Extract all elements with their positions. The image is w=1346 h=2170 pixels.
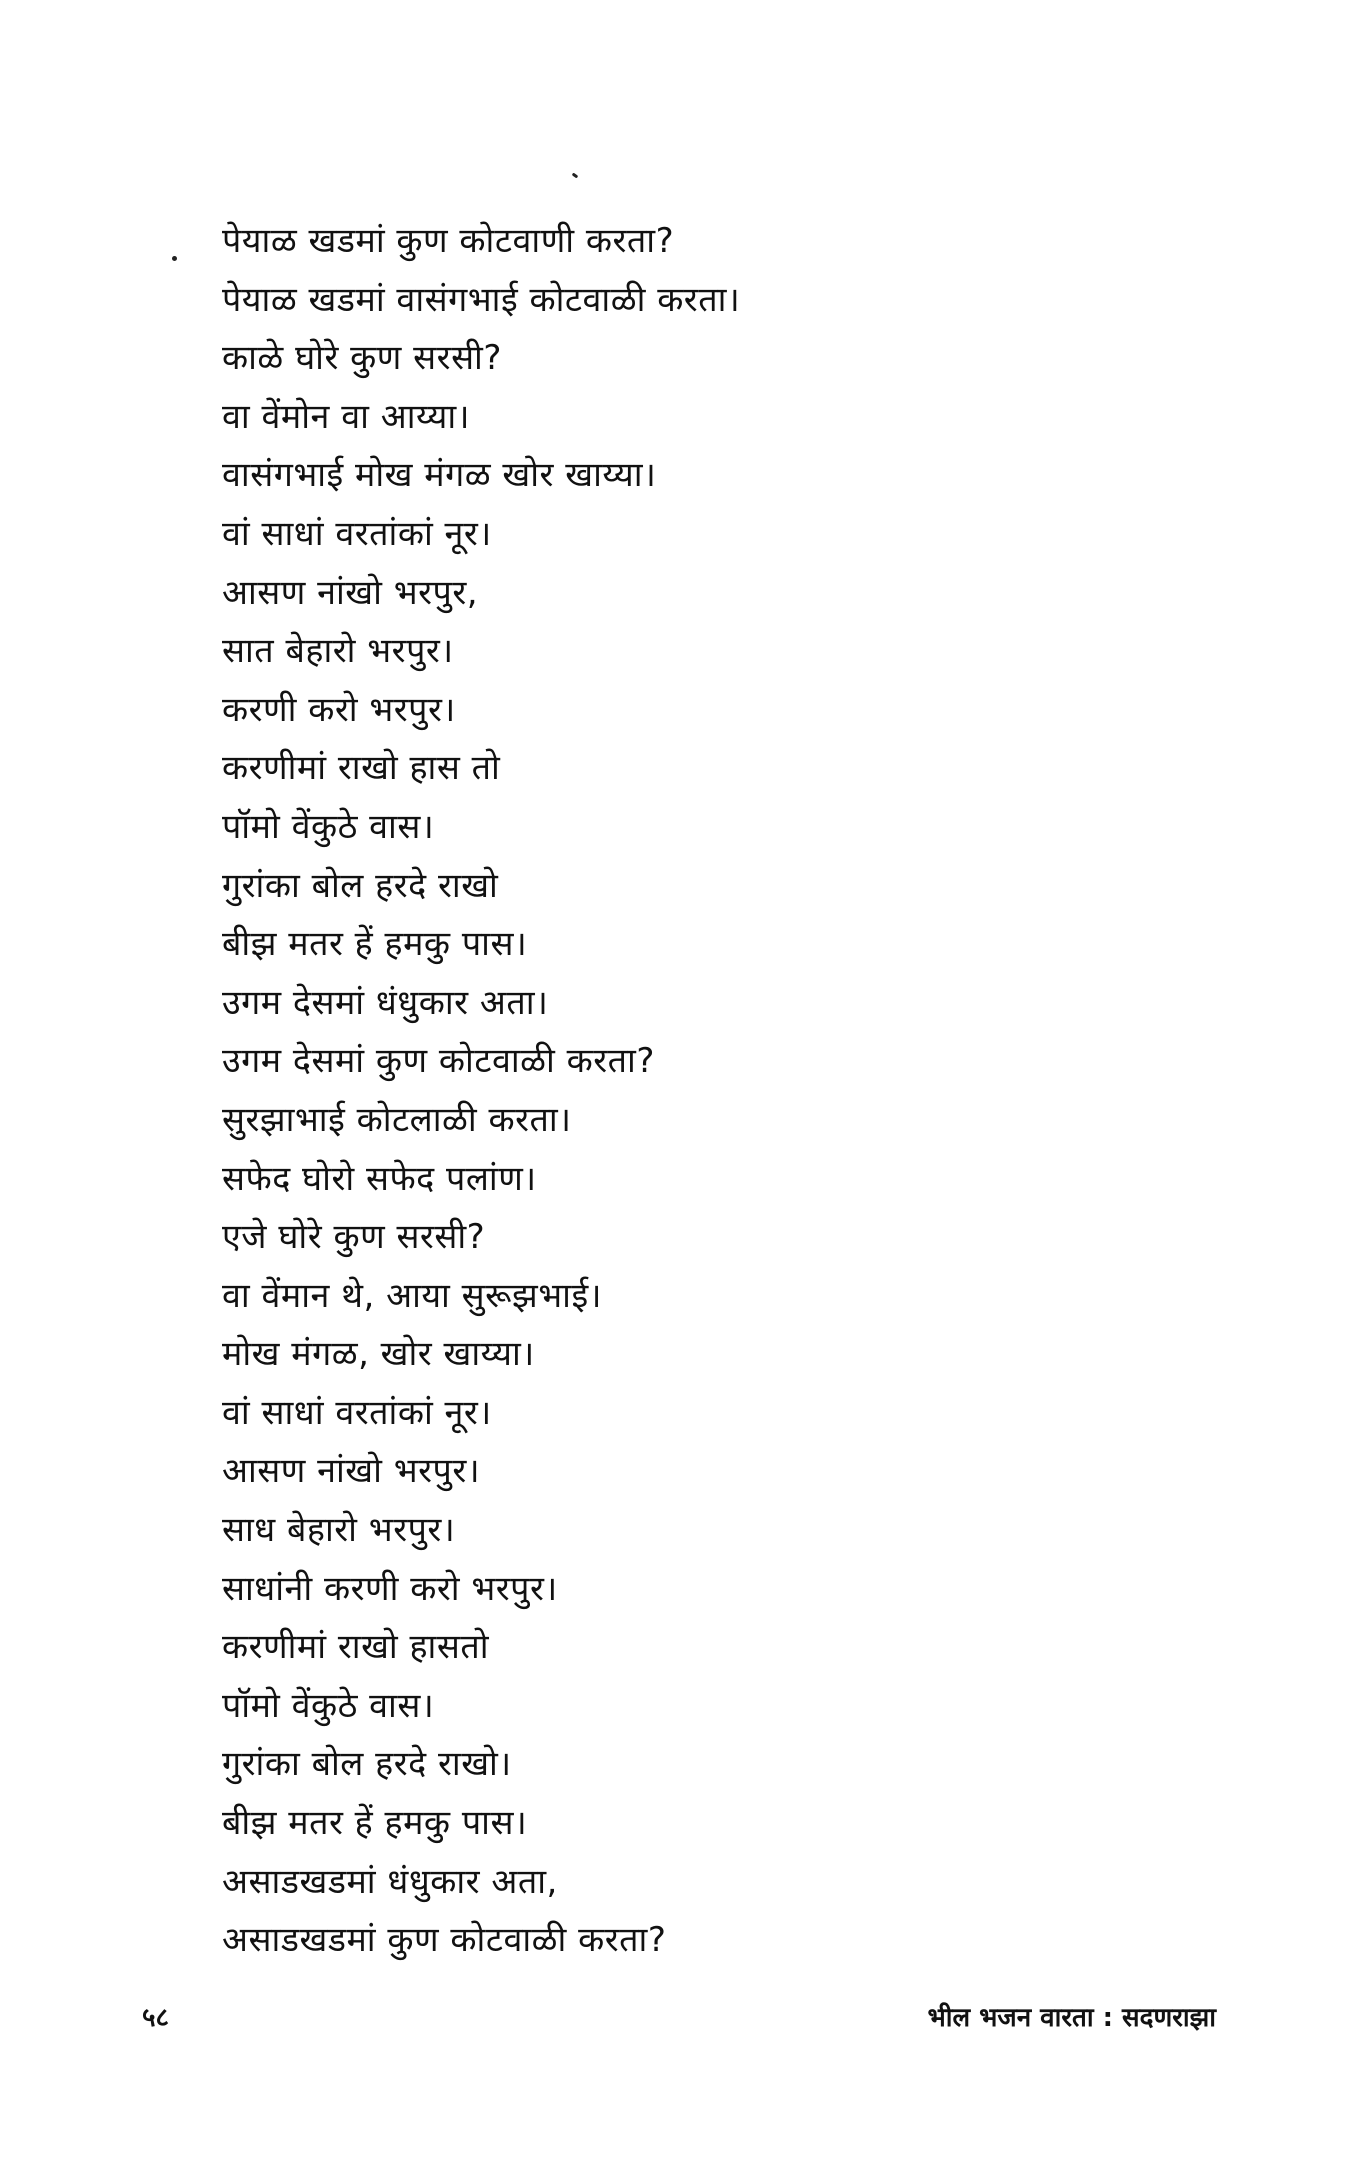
poem-line: एजे घोरे कुण सरसी?: [222, 1217, 486, 1258]
stray-ink-dot: [172, 256, 177, 261]
poem-line: सफेद घोरो सफेद पलांण।: [222, 1158, 537, 1199]
poem-line: उगम देसमां धंधुकार अता।: [222, 982, 549, 1023]
poem-line: सुरझाभाई कोटलाळी करता।: [222, 1099, 572, 1140]
poem-line: करणीमां राखो हासतो: [222, 1627, 490, 1668]
poem-line: साध बेहारो भरपुर।: [222, 1510, 456, 1551]
poem-line: आसण नांखो भरपुर।: [222, 1451, 481, 1492]
poem-line: असाडखडमां कुण कोटवाळी करता?: [222, 1920, 667, 1961]
page-footer: [0, 1998, 1346, 2038]
poem-line: पेयाळ खडमां कुण कोटवाणी करता?: [222, 221, 675, 261]
running-title: भील भजन वारता : सदणराझा: [927, 2003, 1216, 2033]
poem-line: पॉमो वेंकुठे वास।: [222, 1685, 435, 1726]
poem-line: वा वेंमोन वा आय्या।: [222, 396, 471, 437]
poem-line: साधांनी करणी करो भरपुर।: [222, 1568, 558, 1609]
poem-line: वासंगभाई मोख मंगळ खोर खाय्या।: [222, 455, 657, 496]
poem-body: [222, 212, 1122, 1970]
poem-line: गुरांका बोल हरदे राखो: [222, 865, 499, 906]
poem-line: काळे घोरे कुण सरसी?: [222, 338, 502, 379]
poem-line: बीझ मतर हें हमकु पास।: [222, 924, 528, 965]
poem-line: करणीमां राखो हास तो: [222, 748, 501, 789]
poem-line: वा वेंमान थे, आया सुरूझभाई।: [222, 1275, 603, 1316]
poem-line: करणी करो भरपुर।: [222, 689, 456, 730]
poem-line: उगम देसमां कुण कोटवाळी करता?: [222, 1041, 655, 1082]
poem-line: वां साधां वरतांकां नूर।: [222, 513, 492, 554]
poem-line: बीझ मतर हें हमकु पास।: [222, 1803, 528, 1844]
poem-line: वां साधां वरतांकां नूर।: [222, 1392, 492, 1433]
page-number: ५८: [142, 2003, 170, 2033]
poem-line: सात बेहारो भरपुर।: [222, 631, 454, 672]
poem-line: पॉमो वेंकुठे वास।: [222, 806, 435, 847]
stray-ink-mark: [572, 173, 579, 179]
poem-line: आसण नांखो भरपुर,: [222, 572, 479, 613]
poem-line: असाडखडमां धंधुकार अता,: [222, 1861, 558, 1902]
poem-line: पेयाळ खडमां वासंगभाई कोटवाळी करता।: [222, 279, 741, 320]
poem-line: मोख मंगळ, खोर खाय्या।: [222, 1334, 535, 1375]
poem-line: गुरांका बोल हरदे राखो।: [222, 1744, 512, 1785]
